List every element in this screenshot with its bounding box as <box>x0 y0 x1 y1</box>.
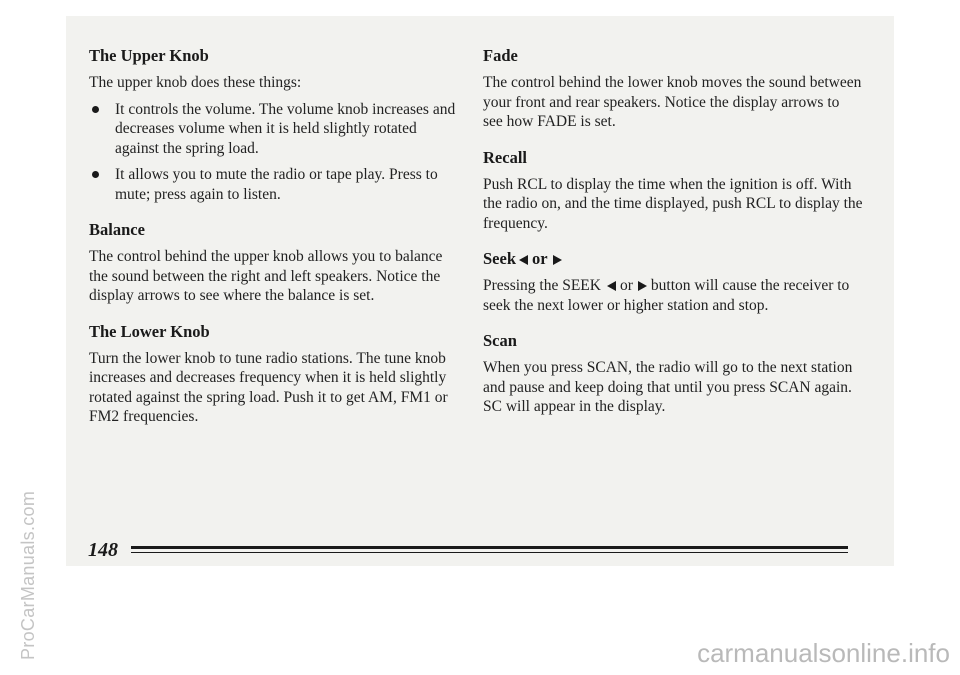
list-item <box>89 100 464 159</box>
right-column <box>483 46 863 417</box>
balance-text: The control behind the upper knob allows you to balance the sound between the right and left speakers. Notice the display arrows to see where the balance is set. <box>89 248 443 304</box>
scan-heading: Scan <box>483 331 517 350</box>
seek-heading <box>483 249 863 269</box>
page-number: 148 <box>88 539 118 561</box>
lower-knob-text: Turn the lower knob to tune radio stations. The tune knob increases and decreases frequency when it is held slightly rotated against the spring load. Push it to get AM, FM1 or FM2 frequencies. <box>89 349 448 425</box>
seek-heading-word: Seek <box>483 249 516 268</box>
recall-heading: Recall <box>483 147 527 167</box>
footer-rule <box>131 546 848 549</box>
balance-heading: Balance <box>89 220 145 239</box>
seek-text-before: Pressing the SEEK <box>483 277 601 294</box>
scan-text: When you press SCAN, the radio will go to the next station and pause and keep doing that until you press SCAN again. SC will appear in the display. <box>483 359 853 415</box>
fade-text: The control behind the lower knob moves the sound between your front and rear speakers. Notice the display arrows to see how FADE is set. <box>483 74 862 130</box>
bullet-text: It controls the volume. The volume knob increases and decreases volume when it is held slightly rotated against the spring load. <box>115 100 456 157</box>
left-column <box>89 46 464 427</box>
upper-knob-bullet-list <box>89 100 464 205</box>
seek-text-after: button will cause the receiver to seek the next lower or higher station and stop. <box>483 277 850 314</box>
seek-heading-or: or <box>532 249 548 268</box>
bullet-icon <box>92 171 99 178</box>
triangle-right-icon <box>553 255 562 265</box>
triangle-left-icon <box>519 255 528 265</box>
upper-knob-intro: The upper knob does these things: <box>89 74 302 91</box>
recall-text: Push RCL to display the time when the ignition is off. With the radio on, and the time displayed, push RCL to display the frequency. <box>483 175 863 232</box>
seek-text-or: or <box>619 277 633 294</box>
bullet-text: It allows you to mute the radio or tape play. Press to mute; press again to listen. <box>115 166 438 203</box>
list-item <box>89 165 464 204</box>
fade-heading: Fade <box>483 46 518 65</box>
footer-rule-thin <box>131 552 848 553</box>
bullet-icon <box>92 106 99 113</box>
upper-knob-heading: The Upper Knob <box>89 46 209 65</box>
seek-text <box>483 276 863 315</box>
side-watermark: ProCarManuals.com <box>18 490 38 660</box>
triangle-right-icon <box>638 281 647 291</box>
triangle-left-icon <box>607 281 616 291</box>
lower-knob-heading: The Lower Knob <box>89 321 210 341</box>
footer-site-watermark: carmanualsonline.info <box>697 638 950 668</box>
